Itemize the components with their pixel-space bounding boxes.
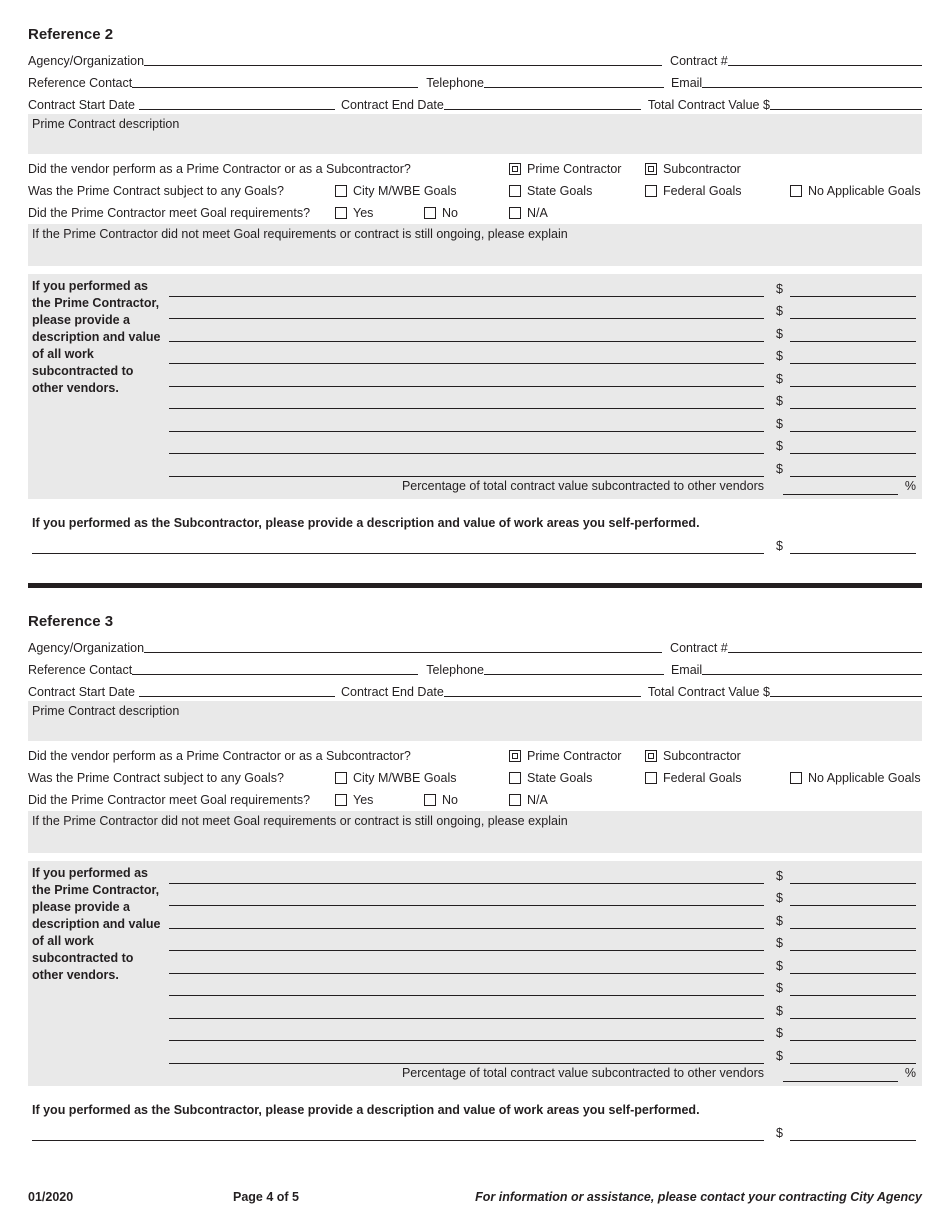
na-option[interactable]: N/A	[509, 206, 548, 220]
description-line[interactable]	[169, 409, 764, 432]
total-value-field[interactable]	[770, 109, 922, 110]
description-line[interactable]	[169, 1041, 764, 1064]
amount-field[interactable]: $	[776, 319, 916, 342]
reference-contact-label: Reference Contact	[28, 663, 133, 677]
total-value-field[interactable]	[770, 696, 922, 697]
amount-field[interactable]: $	[776, 1041, 916, 1064]
amount-field[interactable]: $	[776, 342, 916, 365]
email-label: Email	[670, 663, 703, 677]
no-option[interactable]: No	[424, 206, 458, 220]
reference-contact-field[interactable]	[132, 87, 418, 88]
checkbox-icon[interactable]	[335, 772, 347, 784]
contract-start-field[interactable]	[139, 109, 335, 110]
checkbox-icon[interactable]	[509, 772, 521, 784]
reference-2-section	[28, 25, 922, 557]
prime-contractor-option[interactable]: Prime Contractor	[509, 749, 621, 763]
description-line[interactable]	[169, 929, 764, 952]
checkbox-icon[interactable]	[509, 207, 521, 219]
description-line[interactable]	[169, 951, 764, 974]
description-line[interactable]	[169, 432, 764, 455]
checkbox-icon[interactable]	[509, 163, 521, 175]
agency-label: Agency/Organization	[28, 54, 145, 68]
checkbox-icon[interactable]	[335, 207, 347, 219]
amount-field[interactable]: $	[776, 274, 916, 297]
federal-goals-option[interactable]: Federal Goals	[645, 771, 742, 785]
email-field[interactable]	[702, 87, 922, 88]
checkbox-icon[interactable]	[424, 794, 436, 806]
met-goals-question	[28, 202, 922, 224]
amount-field[interactable]: $	[776, 364, 916, 387]
explain-label: If the Prime Contractor did not meet Goal requirements or contract is still ongoing, please explain	[32, 814, 568, 828]
contract-number-label: Contract #	[670, 54, 728, 68]
contract-end-field[interactable]	[444, 109, 641, 110]
percentage-field[interactable]	[783, 494, 898, 495]
total-value-label: Total Contract Value $	[647, 98, 770, 112]
contact-row	[28, 70, 922, 92]
description-lines	[169, 861, 764, 1064]
checkbox-icon[interactable]	[335, 794, 347, 806]
percentage-field[interactable]	[783, 1081, 898, 1082]
dates-row	[28, 92, 922, 114]
contract-number-field[interactable]	[728, 652, 922, 653]
self-performed-description-field[interactable]	[32, 1140, 764, 1141]
amount-field[interactable]: $	[776, 906, 916, 929]
amount-field[interactable]: $	[776, 432, 916, 455]
agency-row	[28, 48, 922, 70]
description-line[interactable]	[169, 364, 764, 387]
met-goals-question	[28, 789, 922, 811]
amount-field[interactable]: $	[776, 929, 916, 952]
email-label: Email	[670, 76, 703, 90]
goals-question	[28, 180, 922, 202]
agency-row	[28, 635, 922, 657]
self-performed-section	[28, 1086, 922, 1144]
no-option[interactable]: No	[424, 793, 458, 807]
explain-label: If the Prime Contractor did not meet Goal requirements or contract is still ongoing, please explain	[32, 227, 568, 241]
description-line[interactable]	[169, 342, 764, 365]
telephone-field[interactable]	[484, 87, 664, 88]
amount-field[interactable]: $	[776, 974, 916, 997]
self-performed-amount-field[interactable]	[790, 1140, 916, 1141]
state-goals-option[interactable]: State Goals	[509, 184, 592, 198]
description-line[interactable]	[169, 1019, 764, 1042]
checkbox-icon[interactable]	[645, 772, 657, 784]
description-line[interactable]	[169, 319, 764, 342]
prime-contract-description-box[interactable]	[28, 701, 922, 741]
checkbox-icon[interactable]	[335, 185, 347, 197]
page-footer	[28, 1190, 922, 1206]
explain-box[interactable]	[28, 811, 922, 853]
subcontractor-option[interactable]: Subcontractor	[645, 749, 741, 763]
footer-page-number: Page 4 of 5	[233, 1190, 299, 1204]
description-lines	[169, 274, 764, 477]
met-goals-label: Did the Prime Contractor meet Goal requirements?	[28, 793, 311, 807]
na-option[interactable]: N/A	[509, 793, 548, 807]
checkbox-icon[interactable]	[790, 772, 802, 784]
yes-option[interactable]: Yes	[335, 793, 373, 807]
self-performed-label: If you performed as the Subcontractor, please provide a description and value of work areas you self-performed.	[32, 1103, 700, 1117]
city-goals-option[interactable]: City M/WBE Goals	[335, 771, 457, 785]
prime-contract-description-box[interactable]	[28, 114, 922, 154]
yes-option[interactable]: Yes	[335, 206, 373, 220]
subcontractor-option[interactable]: Subcontractor	[645, 162, 741, 176]
contract-start-label: Contract Start Date	[28, 685, 135, 699]
reference-3-section	[28, 612, 922, 1144]
subcontracted-work-label: If you performed as the Prime Contractor, please provide a description and value of all work subcontracted to other vendors.	[32, 866, 161, 982]
footer-date: 01/2020	[28, 1190, 74, 1204]
amount-field[interactable]: $	[776, 951, 916, 974]
section-divider	[28, 583, 922, 588]
vendor-role-label: Did the vendor perform as a Prime Contractor or as a Subcontractor?	[28, 749, 411, 763]
contract-end-label: Contract End Date	[341, 685, 444, 699]
telephone-field[interactable]	[484, 674, 664, 675]
reference-contact-label: Reference Contact	[28, 76, 133, 90]
contract-start-label: Contract Start Date	[28, 98, 135, 112]
prime-contract-description-label: Prime Contract description	[32, 117, 180, 131]
amount-field[interactable]: $	[776, 387, 916, 410]
vendor-role-question	[28, 158, 922, 180]
goals-question	[28, 767, 922, 789]
self-performed-amount-field[interactable]	[790, 553, 916, 554]
contract-number-label: Contract #	[670, 641, 728, 655]
percentage-label: Percentage of total contract value subcontracted to other vendors	[401, 479, 764, 493]
state-goals-option[interactable]: State Goals	[509, 771, 592, 785]
percent-sign: %	[904, 479, 916, 493]
dollar-sign: $	[776, 1126, 783, 1140]
vendor-role-label: Did the vendor perform as a Prime Contractor or as a Subcontractor?	[28, 162, 411, 176]
subcontracted-work-box	[28, 274, 922, 499]
total-value-label: Total Contract Value $	[647, 685, 770, 699]
goals-label: Was the Prime Contract subject to any Goals?	[28, 771, 284, 785]
checkbox-icon[interactable]	[509, 185, 521, 197]
checkbox-icon[interactable]	[424, 207, 436, 219]
checkbox-icon[interactable]	[790, 185, 802, 197]
amount-field[interactable]: $	[776, 409, 916, 432]
amount-field[interactable]: $	[776, 861, 916, 884]
amount-field[interactable]: $	[776, 884, 916, 907]
telephone-label: Telephone	[426, 663, 484, 677]
explain-box[interactable]	[28, 224, 922, 266]
prime-contractor-option[interactable]: Prime Contractor	[509, 162, 621, 176]
amount-field[interactable]: $	[776, 1019, 916, 1042]
telephone-label: Telephone	[426, 76, 484, 90]
self-performed-description-field[interactable]	[32, 553, 764, 554]
description-line[interactable]	[169, 906, 764, 929]
reference-title: Reference 2	[28, 26, 114, 43]
contract-start-field[interactable]	[139, 696, 335, 697]
self-performed-section	[28, 499, 922, 557]
description-line[interactable]	[169, 996, 764, 1019]
goals-label: Was the Prime Contract subject to any Goals?	[28, 184, 284, 198]
contact-row	[28, 657, 922, 679]
description-line[interactable]	[169, 884, 764, 907]
reference-contact-field[interactable]	[132, 674, 418, 675]
description-line[interactable]	[169, 297, 764, 320]
checkbox-icon[interactable]	[509, 750, 521, 762]
no-goals-option[interactable]: No Applicable Goals	[790, 184, 921, 198]
reference-title: Reference 3	[28, 613, 114, 630]
amount-fields	[776, 274, 916, 477]
percentage-row	[28, 1066, 922, 1082]
checkbox-icon[interactable]	[645, 185, 657, 197]
description-line[interactable]	[169, 274, 764, 297]
amount-field[interactable]: $	[776, 996, 916, 1019]
checkbox-icon[interactable]	[645, 163, 657, 175]
agency-field[interactable]	[144, 65, 662, 66]
dates-row	[28, 679, 922, 701]
description-line[interactable]	[169, 974, 764, 997]
subcontracted-work-label: If you performed as the Prime Contractor, please provide a description and value of all work subcontracted to other vendors.	[32, 279, 161, 395]
agency-label: Agency/Organization	[28, 641, 145, 655]
checkbox-icon[interactable]	[645, 750, 657, 762]
email-field[interactable]	[702, 674, 922, 675]
amount-field[interactable]: $	[776, 297, 916, 320]
contract-number-field[interactable]	[728, 65, 922, 66]
dollar-sign: $	[776, 539, 783, 553]
footer-info: For information or assistance, please contact your contracting City Agency	[475, 1190, 922, 1204]
prime-contract-description-label: Prime Contract description	[32, 704, 180, 718]
percentage-label: Percentage of total contract value subcontracted to other vendors	[401, 1066, 764, 1080]
met-goals-label: Did the Prime Contractor meet Goal requirements?	[28, 206, 311, 220]
description-line[interactable]	[169, 861, 764, 884]
description-line[interactable]	[169, 387, 764, 410]
self-performed-label: If you performed as the Subcontractor, please provide a description and value of work areas you self-performed.	[32, 516, 700, 530]
subcontracted-work-box	[28, 861, 922, 1086]
percent-sign: %	[904, 1066, 916, 1080]
no-goals-option[interactable]: No Applicable Goals	[790, 771, 921, 785]
city-goals-option[interactable]: City M/WBE Goals	[335, 184, 457, 198]
contract-end-field[interactable]	[444, 696, 641, 697]
vendor-role-question	[28, 745, 922, 767]
contract-end-label: Contract End Date	[341, 98, 444, 112]
federal-goals-option[interactable]: Federal Goals	[645, 184, 742, 198]
amount-fields	[776, 861, 916, 1064]
percentage-row	[28, 479, 922, 495]
checkbox-icon[interactable]	[509, 794, 521, 806]
description-line[interactable]	[169, 454, 764, 477]
agency-field[interactable]	[144, 652, 662, 653]
amount-field[interactable]: $	[776, 454, 916, 477]
